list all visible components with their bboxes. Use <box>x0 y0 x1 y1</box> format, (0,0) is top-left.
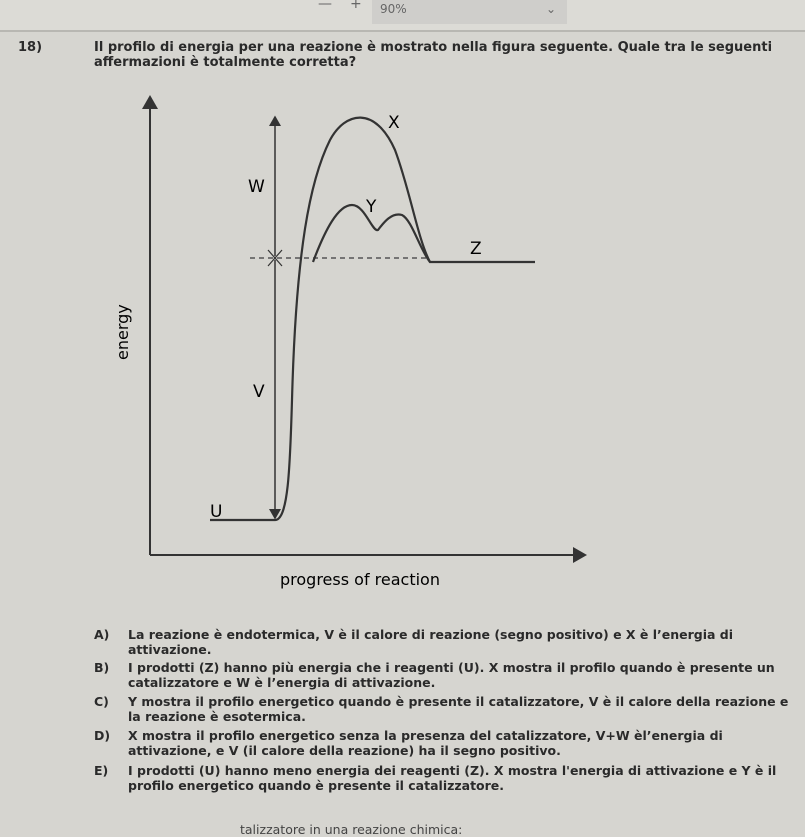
option-d[interactable] <box>94 728 794 758</box>
y-axis-label: energy <box>113 304 132 360</box>
option-letter: D) <box>94 728 111 743</box>
option-e[interactable] <box>94 763 794 793</box>
zoom-value: 90% <box>380 2 407 16</box>
question-number: 18) <box>18 40 43 55</box>
option-b[interactable] <box>94 660 794 690</box>
option-letter: A) <box>94 627 110 642</box>
option-text: La reazione è endotermica, V è il calore di reazione (segno positivo) e X è l’energia di attivazione. <box>128 627 734 657</box>
label-u: U <box>210 502 223 522</box>
label-z: Z <box>470 239 482 259</box>
option-letter: C) <box>94 694 109 709</box>
option-text: I prodotti (U) hanno meno energia dei reagenti (Z). X mostra l'energia di attivazione e Y è il profilo energetico quando è presente il catalizzatore. <box>128 763 777 793</box>
option-letter: E) <box>94 763 109 778</box>
option-c[interactable] <box>94 694 794 724</box>
question-text: Il profilo di energia per una reazione è mostrato nella figura seguente. Quale tra le seguenti affermazioni è totalmente corretta? <box>94 40 773 70</box>
label-w: W <box>248 177 265 197</box>
option-text: Y mostra il profilo energetico quando è presente il catalizzatore, V è il calore della reazione e la reazione è esotermica. <box>128 694 789 724</box>
label-y: Y <box>366 197 377 217</box>
label-x: X <box>388 113 400 133</box>
next-question-partial: talizzatore in una reazione chimica: <box>240 822 463 837</box>
option-text: X mostra il profilo energetico senza la presenza del catalizzatore, V+W èl’energia di attivazione, e V (il calore della reazione) ha il segno positivo. <box>128 728 723 758</box>
option-text: I prodotti (Z) hanno più energia che i reagenti (U). X mostra il profilo quando è presente un catalizzatore e W è l’energia di attivazione. <box>128 660 775 690</box>
option-letter: B) <box>94 660 110 675</box>
label-v: V <box>253 382 265 402</box>
option-a[interactable] <box>94 627 794 657</box>
zoom-out-button[interactable]: — <box>318 0 332 12</box>
x-axis-label: progress of reaction <box>280 570 440 589</box>
zoom-in-button[interactable]: + <box>350 0 362 12</box>
chevron-down-icon: ⌄ <box>546 2 557 16</box>
